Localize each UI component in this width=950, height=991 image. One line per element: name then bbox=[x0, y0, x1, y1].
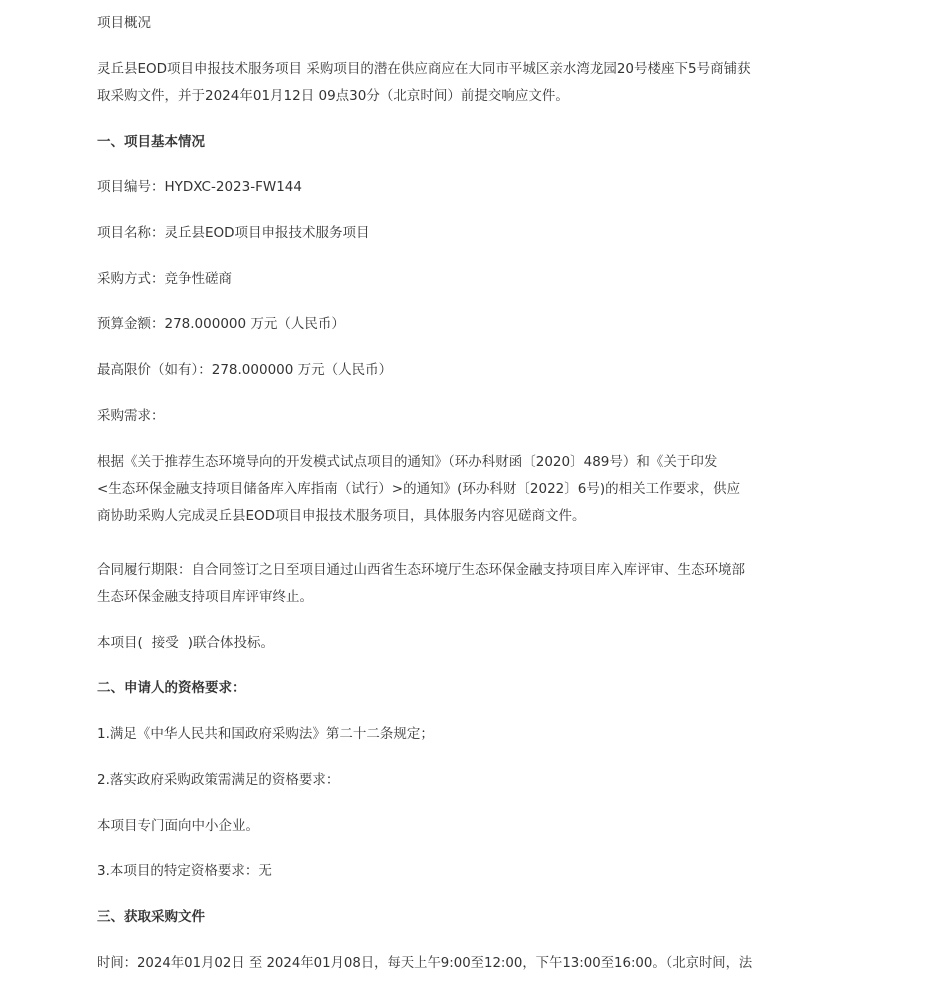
overview-text-line-1: 灵丘县EOD项目申报技术服务项目 采购项目的潜在供应商应在大同市平城区亲水湾龙园20号楼座下5号商铺获 bbox=[97, 61, 751, 77]
consortium-prefix: 本项目( bbox=[97, 635, 143, 651]
project-name: 项目名称：灵丘县EOD项目申报技术服务项目 bbox=[97, 225, 370, 241]
demand-text-line-1: 根据《关于推荐生态环境导向的开发模式试点项目的通知》（环办科财函〔2020〕489号）和《关于印发 bbox=[97, 454, 718, 470]
consortium-statement bbox=[97, 633, 274, 653]
overview-title: 项目概况 bbox=[97, 15, 151, 31]
max-price: 最高限价（如有）：278.000000 万元（人民币） bbox=[97, 362, 393, 378]
consortium-value: 接受 bbox=[151, 635, 179, 651]
section-1-heading: 一、项目基本情况 bbox=[97, 134, 205, 150]
demand-label: 采购需求： bbox=[97, 408, 165, 424]
budget-amount: 预算金额：278.000000 万元（人民币） bbox=[97, 316, 345, 332]
qualification-item-2: 2.落实政府采购政策需满足的资格要求： bbox=[97, 772, 340, 788]
consortium-suffix: )联合体投标。 bbox=[187, 635, 275, 651]
demand-text-line-3: 商协助采购人完成灵丘县EOD项目申报技术服务项目，具体服务内容见磋商文件。 bbox=[97, 508, 586, 524]
qualification-item-3: 3.本项目的特定资格要求：无 bbox=[97, 863, 272, 879]
qualification-item-1: 1.满足《中华人民共和国政府采购法》第二十二条规定； bbox=[97, 726, 434, 742]
qualification-item-2-detail: 本项目专门面向中小企业。 bbox=[97, 818, 259, 834]
contract-period-line-2: 生态环保金融支持项目库评审终止。 bbox=[97, 589, 313, 605]
section-3-heading: 三、获取采购文件 bbox=[97, 909, 205, 925]
project-number: 项目编号：HYDXC-2023-FW144 bbox=[97, 179, 302, 195]
purchase-method: 采购方式：竞争性磋商 bbox=[97, 271, 232, 287]
section-2-heading: 二、申请人的资格要求： bbox=[97, 680, 246, 696]
document-acquisition-time: 时间：2024年01月02日 至 2024年01月08日，每天上午9:00至12:00，下午13:00至16:00。（北京时间，法 bbox=[97, 955, 753, 971]
overview-text-line-2: 取采购文件，并于2024年01月12日 09点30分（北京时间）前提交响应文件。 bbox=[97, 88, 569, 104]
contract-period-line-1: 合同履行期限：自合同签订之日至项目通过山西省生态环境厅生态环保金融支持项目库入库评审、生态环境部 bbox=[97, 562, 745, 578]
demand-text-line-2: <生态环保金融支持项目储备库入库指南（试行）>的通知》(环办科财〔2022〕6号)的相关工作要求，供应 bbox=[97, 481, 741, 497]
